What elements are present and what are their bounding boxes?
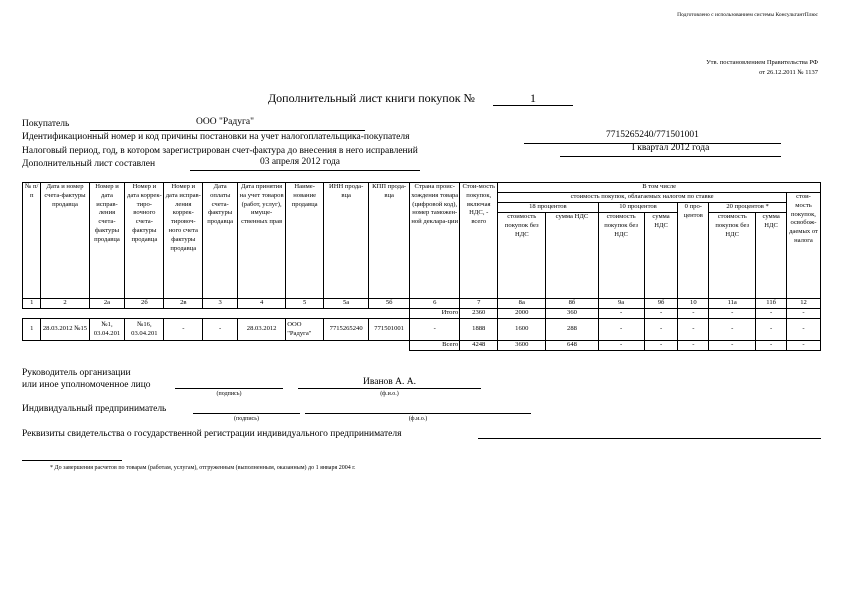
row-12: - <box>787 319 821 341</box>
col-number: 2 <box>41 299 89 309</box>
itogo-9a: - <box>598 309 644 319</box>
head-label-1: Руководитель организации <box>22 368 131 378</box>
header-payment-date: Дата оплаты счета-фактуры продавца <box>203 183 238 299</box>
col-number: 9б <box>644 299 678 309</box>
col-number: 8а <box>498 299 546 309</box>
approval-line-2: от 26.12.2011 № 1137 <box>759 69 818 76</box>
row-8a: 1600 <box>498 319 546 341</box>
registration-line <box>478 428 821 439</box>
vsego-row <box>23 341 821 351</box>
buyer-value: ООО "Радуга" <box>196 117 254 127</box>
table-row <box>23 319 821 341</box>
vsego-label: Всего <box>410 341 460 351</box>
vsego-11b: - <box>756 341 787 351</box>
header-invoice-date-number: Дата и номер счета-фактуры продавца <box>41 183 89 299</box>
buyer-label: Покупатель <box>22 119 70 129</box>
ip-fio-caption: (ф.и.о.) <box>408 416 428 422</box>
col-number: 5 <box>286 299 324 309</box>
purchase-ledger-table <box>22 182 821 351</box>
head-fio-caption: (ф.и.о.) <box>380 391 399 397</box>
row-invoice: 28.03.2012 №15 <box>41 319 89 341</box>
itogo-11b: - <box>756 309 787 319</box>
vsego-9b: - <box>644 341 678 351</box>
col-number: 4 <box>238 299 286 309</box>
period-value: I квартал 2012 года <box>631 143 710 153</box>
vsego-8b: 648 <box>546 341 598 351</box>
header-row-number: № п/п <box>23 183 41 299</box>
col-number: 8б <box>546 299 598 309</box>
header-corrective-correction: Номер и дата исправ-ления коррек-тировоч-ного счета фактуры продавца <box>164 183 203 299</box>
header-cost-no-vat-18: стоимость покупок без НДС <box>498 213 546 299</box>
col-number: 12 <box>787 299 821 309</box>
header-exempt: стои-мость покупок, освобож-даемых от налога <box>787 193 821 299</box>
header-seller-name: Наиме-нование продавца <box>286 183 324 299</box>
vsego-8a: 3600 <box>498 341 546 351</box>
col-number: 1 <box>23 299 41 309</box>
itogo-12: - <box>787 309 821 319</box>
ip-label: Индивидуальный предприниматель <box>22 404 167 414</box>
compiled-value: 03 апреля 2012 года <box>259 157 341 167</box>
approval-line-1: Утв. постановлением Правительства РФ <box>706 59 818 66</box>
header-in-total: В том числе <box>498 183 821 193</box>
itogo-11a: - <box>709 309 756 319</box>
header-acceptance-date: Дата принятия на учет товаров (работ, услуг), имуще-ственных прав <box>238 183 286 299</box>
header-rate-20: 20 процентов * <box>709 203 787 213</box>
header-rate-10: 10 процентов <box>598 203 678 213</box>
col-number: 9а <box>598 299 644 309</box>
row-11a: - <box>709 319 756 341</box>
header-rate-18: 18 процентов <box>498 203 598 213</box>
header-corrective-invoice: Номер и дата коррек-тиро-вочного счета-фактуры продавца <box>125 183 164 299</box>
col-number: 10 <box>678 299 709 309</box>
page-title: Дополнительный лист книги покупок № <box>268 91 475 105</box>
vsego-10: - <box>678 341 709 351</box>
row-seller-name: ООО "Радуга" <box>286 319 324 341</box>
row-correction: №1, 03.04.201 <box>89 319 125 341</box>
col-number: 2в <box>164 299 203 309</box>
system-note: Подготовлено с использованием системы КонсультантПлюс <box>677 12 818 18</box>
vsego-11a: - <box>709 341 756 351</box>
period-label: Налоговый период, год, в котором зарегистрирован счет-фактура до внесения в него исправлений <box>22 146 418 156</box>
inn-value: 7715265240/771501001 <box>606 130 699 140</box>
row-total: 1888 <box>460 319 498 341</box>
row-acceptance-date: 28.03.2012 <box>238 319 286 341</box>
ip-name-line <box>305 403 531 414</box>
row-corrective-correction: - <box>164 319 203 341</box>
row-9a: - <box>598 319 644 341</box>
itogo-8a: 2000 <box>498 309 546 319</box>
row-10: - <box>678 319 709 341</box>
col-number: 2а <box>89 299 125 309</box>
sheet-number: 1 <box>493 91 573 106</box>
col-number: 11б <box>756 299 787 309</box>
header-vat-sum-10: сумма НДС <box>644 213 678 299</box>
footnote: * До завершения расчетов по товарам (работам, услугам), отгруженным (выполненным, оказанным) до 1 января 2004 г. <box>50 465 356 471</box>
header-country-origin: Страна проис-хождения товара (цифровой код), номер таможен-ной деклара-ции <box>410 183 460 299</box>
header-taxed-group: стоимость покупок, облагаемых налогом по ставке <box>498 193 787 203</box>
inn-label: Идентификационный номер и код причины постановки на учет налогоплательщика-покупателя <box>22 132 410 142</box>
registration-label: Реквизиты свидетельства о государственной регистрации индивидуального предпринимателя <box>22 429 402 439</box>
header-seller-inn: ИНН прода-вца <box>324 183 369 299</box>
footnote-divider <box>22 454 122 461</box>
header-vat-sum-18: сумма НДС <box>546 213 598 299</box>
itogo-total: 2360 <box>460 309 498 319</box>
row-seller-kpp: 771501001 <box>369 319 410 341</box>
row-9b: - <box>644 319 678 341</box>
header-rate-0: 0 про-центов <box>678 203 709 299</box>
ip-sign-caption: (подпись) <box>234 416 259 422</box>
column-numbers-row <box>23 299 821 309</box>
ip-signature-line <box>193 403 300 414</box>
vsego-total: 4248 <box>460 341 498 351</box>
itogo-10: - <box>678 309 709 319</box>
header-cost-no-vat-10: стоимость покупок без НДС <box>598 213 644 299</box>
head-label-2: или иное уполномоченное лицо <box>22 380 151 390</box>
col-number: 5б <box>369 299 410 309</box>
head-sign-caption: (подпись) <box>216 391 242 397</box>
row-8b: 288 <box>546 319 598 341</box>
itogo-8b: 360 <box>546 309 598 319</box>
row-corrective-invoice: №16, 03.04.201 <box>125 319 164 341</box>
itogo-9b: - <box>644 309 678 319</box>
header-seller-kpp: КПП прода-вца <box>369 183 410 299</box>
vsego-12: - <box>787 341 821 351</box>
head-name: Иванов А. А. <box>363 377 416 387</box>
vsego-9a: - <box>598 341 644 351</box>
itogo-row <box>23 309 821 319</box>
row-country: - <box>410 319 460 341</box>
col-number: 5а <box>324 299 369 309</box>
header-cost-no-vat-20: стоимость покупок без НДС <box>709 213 756 299</box>
row-payment-date: - <box>203 319 238 341</box>
header-total-cost: Стои-мость покупок, включая НДС, - всего <box>460 183 498 299</box>
header-vat-sum-20: сумма НДС <box>756 213 787 299</box>
itogo-label: Итого <box>410 309 460 319</box>
row-number: 1 <box>23 319 41 341</box>
col-number: 11а <box>709 299 756 309</box>
col-number: 7 <box>460 299 498 309</box>
col-number: 2б <box>125 299 164 309</box>
header-correction-number: Номер и дата исправ-ления счета-фактуры продавца <box>89 183 125 299</box>
compiled-label: Дополнительный лист составлен <box>22 159 156 169</box>
row-11b: - <box>756 319 787 341</box>
row-seller-inn: 7715265240 <box>324 319 369 341</box>
head-signature-line <box>175 378 283 389</box>
col-number: 3 <box>203 299 238 309</box>
col-number: 6 <box>410 299 460 309</box>
approval-note <box>706 58 818 78</box>
